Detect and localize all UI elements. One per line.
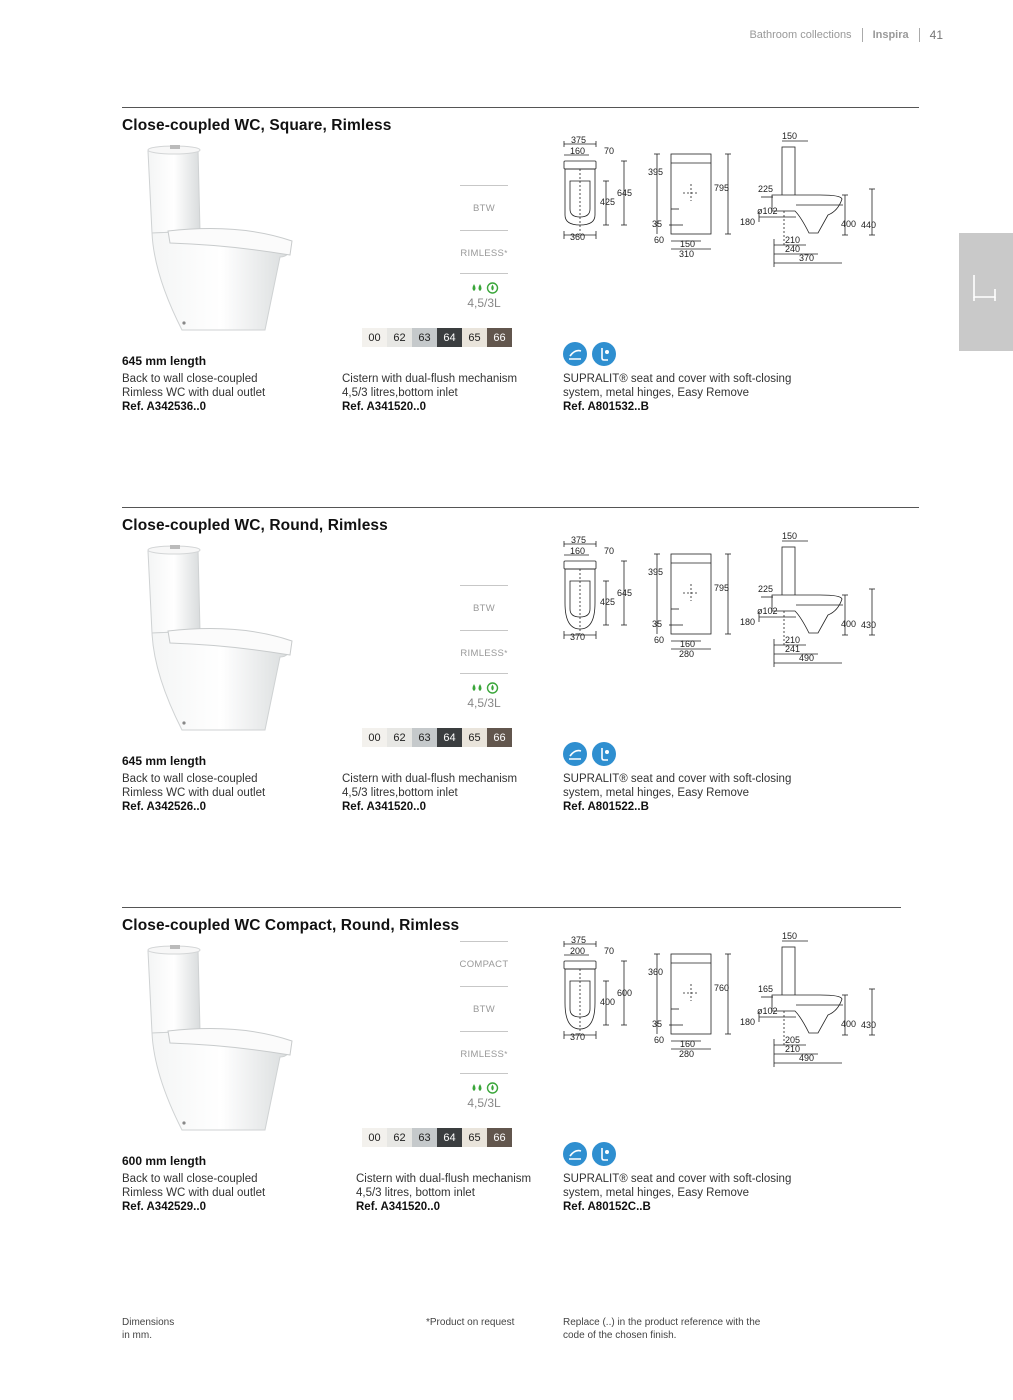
svg-text:600: 600 [617,988,633,998]
footer-dimensions-note: Dimensions in mm. [122,1317,175,1341]
page-header [749,28,943,42]
svg-text:200: 200 [570,946,586,956]
svg-text:241: 241 [785,644,801,654]
svg-text:360: 360 [648,967,664,977]
svg-text:210: 210 [785,635,801,645]
svg-text:395: 395 [648,567,664,577]
asterisk: * [504,648,508,658]
svg-text:430: 430 [861,620,877,630]
finish-swatch: 66 [487,1128,512,1147]
finish-swatch: 63 [412,728,437,747]
svg-text:760: 760 [714,983,730,993]
finish-swatch: 63 [412,328,437,347]
feature-badges [460,585,508,675]
svg-text:60: 60 [654,1035,665,1045]
flush-badge [460,273,508,310]
svg-text:280: 280 [679,649,695,659]
svg-text:490: 490 [799,653,815,663]
section-rule [122,507,919,508]
svg-text:35: 35 [652,219,663,229]
svg-text:370: 370 [570,632,586,642]
finish-swatches [362,1128,512,1147]
svg-text:180: 180 [740,217,756,227]
svg-text:425: 425 [600,597,616,607]
footer-replace-note: Replace (..) in the product reference with the code of the chosen finish. [563,1317,761,1341]
easy-remove-icon [592,342,616,366]
cistern-description: Cistern with dual-flush mechanism 4,5/3 litres,bottom inlet Ref. A341520..0 [342,373,518,413]
svg-text:210: 210 [785,1044,801,1054]
svg-text:ø102: ø102 [757,1006,778,1016]
section-title: Close-coupled WC, Square, Rimless [122,117,392,134]
svg-text:70: 70 [604,946,615,956]
finish-swatch: 66 [487,328,512,347]
svg-text:165: 165 [758,984,774,994]
product-length: 645 mm length [122,354,207,368]
seat-feature-icons [563,1142,616,1166]
finish-swatch: 64 [437,328,462,347]
finish-swatches [362,328,512,347]
svg-text:225: 225 [758,184,774,194]
svg-text:645: 645 [617,588,633,598]
water-saving-icon [460,1082,508,1094]
svg-text:150: 150 [782,931,798,941]
easy-remove-icon [592,742,616,766]
badge-btw: BTW [460,986,508,1031]
wc-photo [140,945,310,1130]
wc-description: Back to wall close-coupled Rimless WC with dual outlet Ref. A342526..0 [122,773,266,813]
svg-text:645: 645 [617,188,633,198]
flush-badge [460,673,508,710]
svg-text:160: 160 [680,1039,696,1049]
svg-text:370: 370 [799,253,815,263]
svg-text:795: 795 [714,583,730,593]
svg-text:310: 310 [679,249,695,259]
product-length: 645 mm length [122,754,207,768]
asterisk: * [504,248,508,258]
wc-photo [140,545,310,730]
svg-text:180: 180 [740,1017,756,1027]
svg-text:795: 795 [714,183,730,193]
flush-volume: 4,5/3L [467,1096,501,1110]
flush-volume: 4,5/3L [467,696,501,710]
svg-text:150: 150 [680,239,696,249]
svg-text:425: 425 [600,197,616,207]
badge-btw: BTW [460,585,508,630]
soft-close-icon [563,1142,587,1166]
finish-swatch: 62 [387,1128,412,1147]
svg-text:400: 400 [841,219,857,229]
svg-text:150: 150 [782,131,798,141]
svg-text:400: 400 [841,1019,857,1029]
svg-text:ø102: ø102 [757,606,778,616]
svg-text:240: 240 [785,244,801,254]
seat-feature-icons [563,742,616,766]
finish-swatch: 66 [487,728,512,747]
finish-swatch: 65 [462,1128,487,1147]
section-rule [122,907,901,908]
svg-text:395: 395 [648,167,664,177]
svg-text:35: 35 [652,619,663,629]
header-divider [862,28,863,42]
dimension-drawing [556,931,896,1079]
badge-rimless: RIMLESS * [460,230,508,275]
svg-text:210: 210 [785,235,801,245]
product-section [0,907,1013,1307]
cistern-description: Cistern with dual-flush mechanism 4,5/3 litres,bottom inlet Ref. A341520..0 [342,773,518,813]
svg-text:370: 370 [570,1032,586,1042]
svg-text:ø102: ø102 [757,206,778,216]
badge-rimless: RIMLESS * [460,1031,508,1076]
product-length: 600 mm length [122,1154,207,1168]
finish-swatch: 64 [437,728,462,747]
svg-text:400: 400 [841,619,857,629]
svg-text:180: 180 [740,617,756,627]
svg-text:280: 280 [679,1049,695,1059]
svg-text:360: 360 [570,232,586,242]
section-rule [122,107,919,108]
svg-text:375: 375 [571,135,587,145]
svg-text:70: 70 [604,146,615,156]
product-section [0,507,1013,907]
seat-description: SUPRALIT® seat and cover with soft-closing system, metal hinges, Easy Remove Ref. A80152C..B [563,1173,792,1213]
seat-description: SUPRALIT® seat and cover with soft-closing system, metal hinges, Easy Remove Ref. A801522..B [563,773,792,813]
seat-description: SUPRALIT® seat and cover with soft-closing system, metal hinges, Easy Remove Ref. A801532..B [563,373,792,413]
header-brand: Inspira [872,29,909,41]
cistern-description: Cistern with dual-flush mechanism 4,5/3 litres, bottom inlet Ref. A341520..0 [356,1173,532,1213]
feature-badges [460,941,508,1076]
svg-text:490: 490 [799,1053,815,1063]
svg-text:205: 205 [785,1035,801,1045]
wc-description: Back to wall close-coupled Rimless WC with dual outlet Ref. A342536..0 [122,373,266,413]
flush-volume: 4,5/3L [467,296,501,310]
finish-swatch: 64 [437,1128,462,1147]
water-saving-icon [460,682,508,694]
section-title: Close-coupled WC Compact, Round, Rimless [122,917,460,934]
svg-text:60: 60 [654,235,665,245]
footer-request-note: *Product on request [426,1317,515,1328]
finish-swatch: 00 [362,728,387,747]
badge-rimless: RIMLESS * [460,630,508,675]
finish-swatch: 65 [462,328,487,347]
svg-text:430: 430 [861,1020,877,1030]
product-section [0,107,1013,507]
feature-badges [460,185,508,275]
svg-text:35: 35 [652,1019,663,1029]
wc-photo [140,145,310,330]
header-divider [919,28,920,42]
svg-text:440: 440 [861,220,877,230]
dimension-drawing [556,131,896,279]
badge-compact: COMPACT [460,941,508,986]
svg-text:150: 150 [782,531,798,541]
svg-text:70: 70 [604,546,615,556]
finish-swatch: 62 [387,328,412,347]
section-title: Close-coupled WC, Round, Rimless [122,517,388,534]
badge-btw: BTW [460,185,508,230]
svg-text:160: 160 [570,146,586,156]
soft-close-icon [563,342,587,366]
svg-text:375: 375 [571,935,587,945]
svg-text:160: 160 [570,546,586,556]
finish-swatch: 62 [387,728,412,747]
flush-badge [460,1073,508,1110]
finish-swatch: 00 [362,1128,387,1147]
svg-text:60: 60 [654,635,665,645]
finish-swatch: 63 [412,1128,437,1147]
easy-remove-icon [592,1142,616,1166]
header-section: Bathroom collections [749,29,852,41]
svg-text:225: 225 [758,584,774,594]
dimension-drawing [556,531,896,679]
page-number: 41 [929,28,943,42]
svg-text:400: 400 [600,997,616,1007]
finish-swatches [362,728,512,747]
water-saving-icon [460,282,508,294]
asterisk: * [504,1049,508,1059]
svg-text:160: 160 [680,639,696,649]
seat-feature-icons [563,342,616,366]
soft-close-icon [563,742,587,766]
finish-swatch: 65 [462,728,487,747]
wc-description: Back to wall close-coupled Rimless WC with dual outlet Ref. A342529..0 [122,1173,266,1213]
svg-text:375: 375 [571,535,587,545]
finish-swatch: 00 [362,328,387,347]
